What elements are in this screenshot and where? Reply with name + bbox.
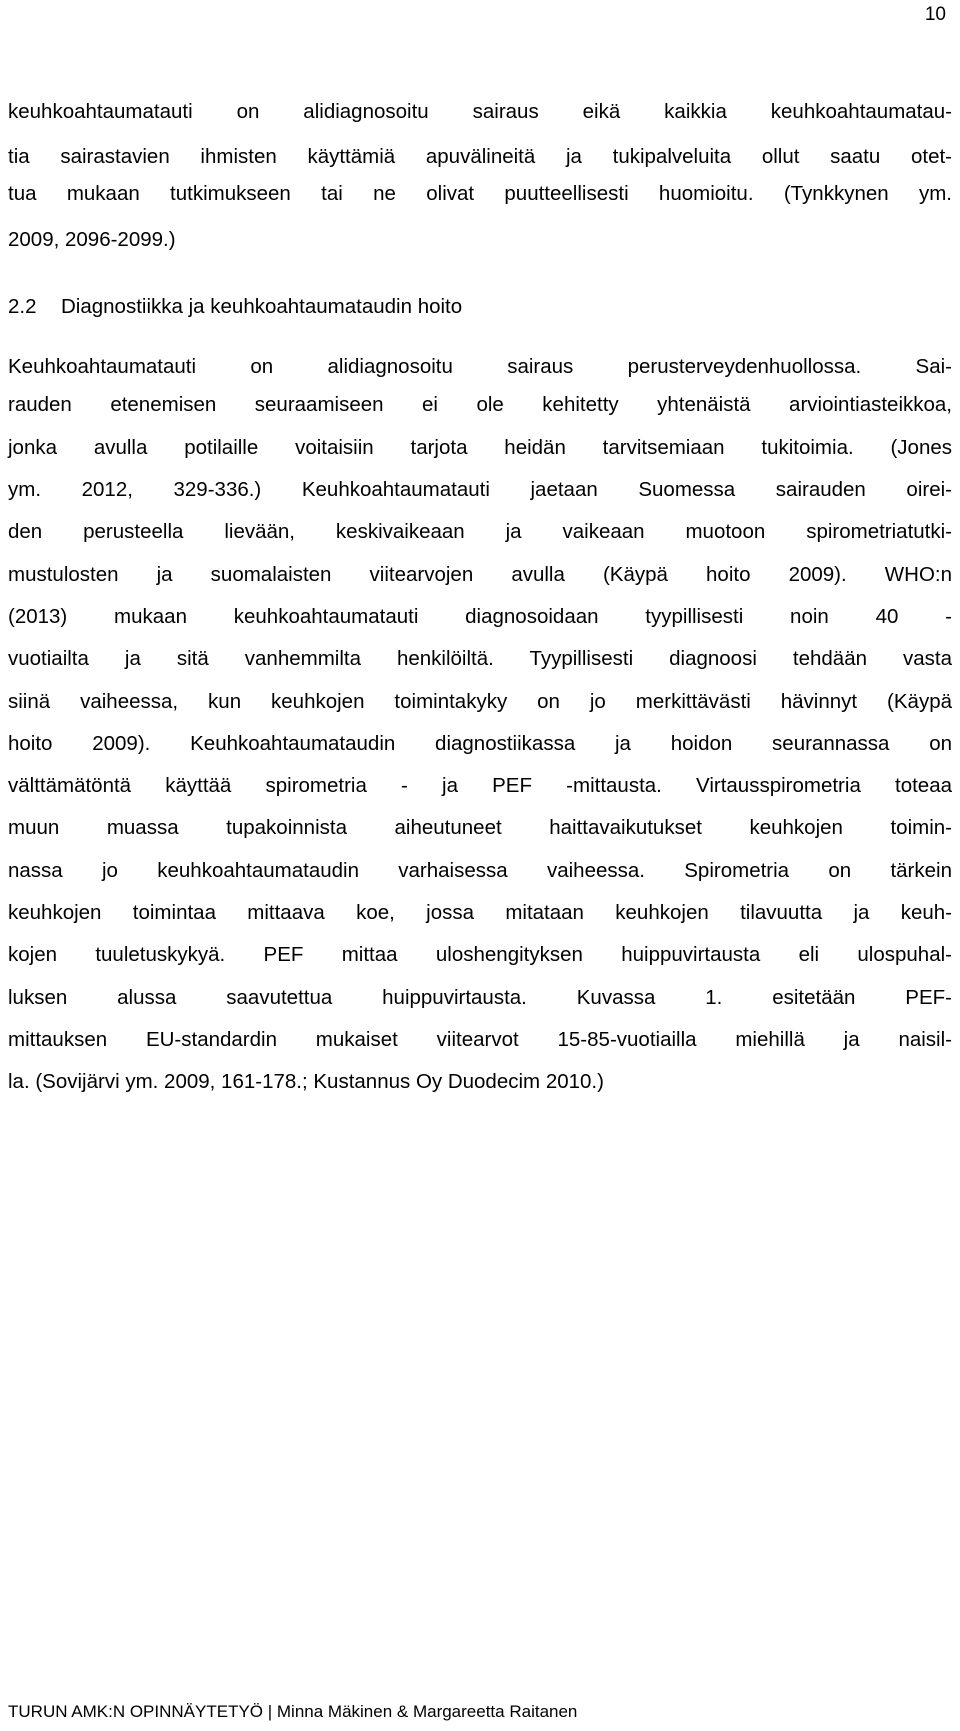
text-line: ym. 2012, 329-336.) Keuhkoahtaumatauti jaetaan Suomessa sairauden oirei- bbox=[8, 478, 952, 501]
text-line: vuotiailta ja sitä vanhemmilta henkilöiltä. Tyypillisesti diagnoosi tehdään vasta bbox=[8, 647, 952, 670]
text-line: keuhkojen toimintaa mittaava koe, jossa mitataan keuhkojen tilavuutta ja keuh- bbox=[8, 901, 952, 924]
section-heading bbox=[8, 295, 462, 319]
section-number: 2.2 bbox=[8, 295, 37, 318]
text-line: välttämätöntä käyttää spirometria - ja PEF -mittausta. Virtausspirometria toteaa bbox=[8, 774, 952, 797]
section-title: Diagnostiikka ja keuhkoahtaumataudin hoito bbox=[61, 295, 463, 318]
text-line: tia sairastavien ihmisten käyttämiä apuvälineitä ja tukipalveluita ollut saatu otet- bbox=[8, 145, 952, 168]
text-line: la. (Sovijärvi ym. 2009, 161-178.; Kustannus Oy Duodecim 2010.) bbox=[8, 1070, 604, 1093]
text-line: 2009, 2096-2099.) bbox=[8, 228, 176, 251]
text-line: Keuhkoahtaumatauti on alidiagnosoitu sairaus perusterveydenhuollossa. Sai- bbox=[8, 355, 952, 378]
page-number: 10 bbox=[924, 4, 946, 25]
text-line: mustulosten ja suomalaisten viitearvojen avulla (Käypä hoito 2009). WHO:n bbox=[8, 563, 952, 586]
text-line: mittauksen EU-standardin mukaiset viitearvot 15-85-vuotiailla miehillä ja naisil- bbox=[8, 1028, 952, 1051]
text-line: muun muassa tupakoinnista aiheutuneet haittavaikutukset keuhkojen toimin- bbox=[8, 816, 952, 839]
text-line: (2013) mukaan keuhkoahtaumatauti diagnosoidaan tyypillisesti noin 40 - bbox=[8, 605, 952, 628]
text-line: keuhkoahtaumatauti on alidiagnosoitu sairaus eikä kaikkia keuhkoahtaumatau- bbox=[8, 100, 952, 123]
text-line: luksen alussa saavutettua huippuvirtausta. Kuvassa 1. esitetään PEF- bbox=[8, 986, 952, 1009]
text-line: nassa jo keuhkoahtaumataudin varhaisessa vaiheessa. Spirometria on tärkein bbox=[8, 859, 952, 882]
text-line: kojen tuuletuskykyä. PEF mittaa uloshengityksen huippuvirtausta eli ulospuhal- bbox=[8, 943, 952, 966]
text-line: hoito 2009). Keuhkoahtaumataudin diagnostiikassa ja hoidon seurannassa on bbox=[8, 732, 952, 755]
text-line: rauden etenemisen seuraamiseen ei ole kehitetty yhtenäistä arviointiasteikkoa, bbox=[8, 393, 952, 416]
page-footer: TURUN AMK:N OPINNÄYTETYÖ | Minna Mäkinen & Margareetta Raitanen bbox=[8, 1702, 578, 1721]
text-line: siinä vaiheessa, kun keuhkojen toimintakyky on jo merkittävästi hävinnyt (Käypä bbox=[8, 690, 952, 713]
text-line: tua mukaan tutkimukseen tai ne olivat puutteellisesti huomioitu. (Tynkkynen ym. bbox=[8, 182, 952, 205]
text-line: jonka avulla potilaille voitaisiin tarjota heidän tarvitsemiaan tukitoimia. (Jones bbox=[8, 436, 952, 459]
text-line: den perusteella lievään, keskivaikeaan ja vaikeaan muotoon spirometriatutki- bbox=[8, 520, 952, 543]
